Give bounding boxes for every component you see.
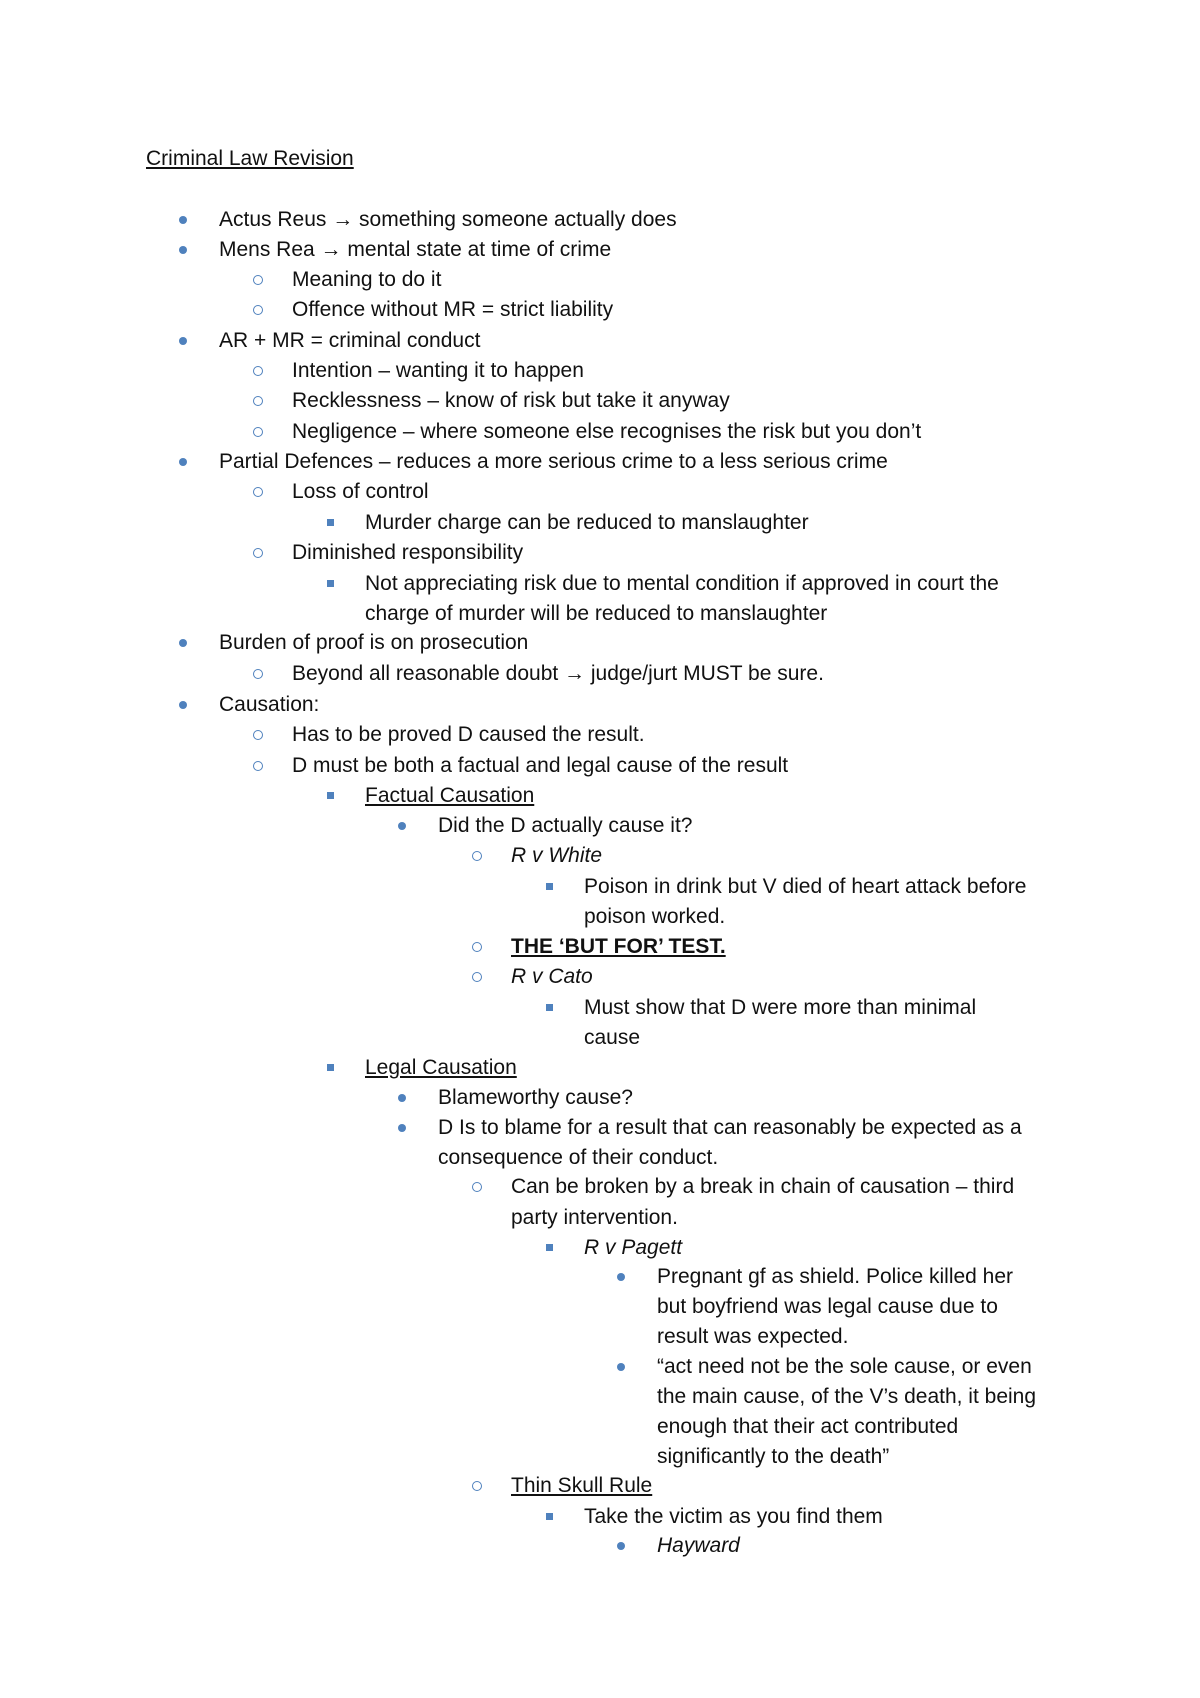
list-item-continuation: poison worked. — [584, 905, 726, 928]
list-item: R v Pagett — [584, 1236, 683, 1259]
list-item: Take the victim as you find them — [584, 1505, 883, 1528]
list-item-continuation: the main cause, of the V’s death, it being — [657, 1385, 1037, 1408]
list-item: Blameworthy cause? — [438, 1086, 633, 1109]
list-item-continuation: party intervention. — [511, 1206, 678, 1229]
list-item: Can be broken by a break in chain of causation – third — [511, 1175, 1015, 1198]
list-item-continuation: charge of murder will be reduced to manslaughter — [365, 602, 828, 625]
list-item: Legal Causation — [365, 1056, 517, 1079]
list-item: “act need not be the sole cause, or even — [657, 1355, 1032, 1378]
list-item: Negligence – where someone else recognises the risk but you don’t — [292, 420, 922, 443]
list-item: Pregnant gf as shield. Police killed her — [657, 1265, 1014, 1288]
list-item: Diminished responsibility — [292, 541, 524, 564]
list-item: R v White — [511, 844, 603, 867]
list-item: Recklessness – know of risk but take it anyway — [292, 389, 730, 412]
list-item: Poison in drink but V died of heart attack before — [584, 875, 1027, 898]
list-item-continuation: consequence of their conduct. — [438, 1146, 719, 1169]
list-item: Factual Causation — [365, 784, 535, 807]
list-item: Offence without MR = strict liability — [292, 298, 614, 321]
list-item: Murder charge can be reduced to manslaughter — [365, 511, 809, 534]
list-item-continuation: but boyfriend was legal cause due to — [657, 1295, 998, 1318]
list-item: Did the D actually cause it? — [438, 814, 693, 837]
list-item: Has to be proved D caused the result. — [292, 723, 645, 746]
list-item: Beyond all reasonable doubt → judge/jurt MUST be sure. — [292, 662, 824, 685]
document-title: Criminal Law Revision — [146, 147, 354, 170]
list-item: Mens Rea → mental state at time of crime — [219, 238, 612, 261]
list-item-continuation: cause — [584, 1026, 641, 1049]
list-item: Must show that D were more than minimal — [584, 996, 977, 1019]
list-item: Hayward — [657, 1534, 740, 1557]
list-item: Burden of proof is on prosecution — [219, 631, 529, 654]
list-item: Not appreciating risk due to mental condition if approved in court the — [365, 572, 999, 595]
list-item: Causation: — [219, 693, 320, 716]
list-item: Loss of control — [292, 480, 429, 503]
list-item: AR + MR = criminal conduct — [219, 329, 481, 352]
list-item: THE ‘BUT FOR’ TEST. — [511, 935, 726, 958]
list-item-continuation: result was expected. — [657, 1325, 849, 1348]
list-item: Partial Defences – reduces a more serious crime to a less serious crime — [219, 450, 888, 473]
list-item: Actus Reus → something someone actually does — [219, 208, 677, 231]
list-item-continuation: enough that their act contributed — [657, 1415, 959, 1438]
list-item: D must be both a factual and legal cause of the result — [292, 754, 789, 777]
list-item: Meaning to do it — [292, 268, 442, 291]
list-item: Intention – wanting it to happen — [292, 359, 584, 382]
list-item-continuation: significantly to the death” — [657, 1445, 890, 1468]
list-item: R v Cato — [511, 965, 593, 988]
list-item: D Is to blame for a result that can reasonably be expected as a — [438, 1116, 1022, 1139]
list-item: Thin Skull Rule — [511, 1474, 653, 1497]
